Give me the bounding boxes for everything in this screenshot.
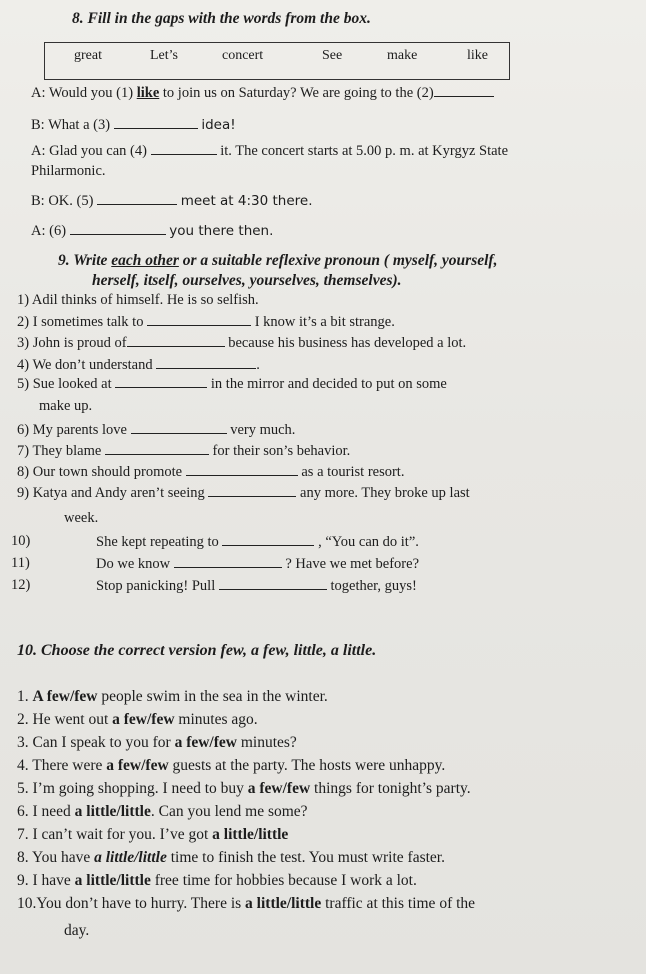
dialog-line-a1 <box>31 84 494 102</box>
e10-i4-post: guests at the party. The hosts were unhappy. <box>172 757 446 774</box>
i10-post: , “You can do it”. <box>318 534 419 550</box>
a2-post: it. The concert starts at 5.00 p. m. at Kyrgyz State <box>220 143 509 159</box>
i2-post: I know it’s a bit strange. <box>254 314 395 330</box>
e10-i5-post: things for tonight’s party. <box>314 780 471 797</box>
ex9-item-11 <box>11 555 30 572</box>
i8-post: as a tourist resort. <box>301 464 405 480</box>
e10-i2-choice[interactable]: a few/few <box>112 711 175 728</box>
e10-i10-post: traffic at this time of the <box>325 895 476 912</box>
e10-i10-choice[interactable]: a little/little <box>245 895 322 912</box>
e10-i4-choice[interactable]: a few/few <box>106 757 169 774</box>
e10-i3-choice[interactable]: a few/few <box>174 734 237 751</box>
e10-i5-choice[interactable]: a few/few <box>247 780 311 797</box>
gap-2[interactable] <box>434 84 494 97</box>
i9-post: any more. They broke up last <box>300 485 470 501</box>
i5-post: in the mirror and decided to put on some <box>210 376 447 392</box>
gap-9-3[interactable] <box>127 334 225 347</box>
e10-i4-num: 4. <box>17 757 29 774</box>
box-word-concert: concert <box>222 48 264 63</box>
ex10-title: 10. Choose the correct version few, a few, little, a little. <box>17 642 377 659</box>
gap-9-11[interactable] <box>174 555 282 568</box>
i11-post: ? Have we met before? <box>285 556 420 572</box>
ex9-item-5 <box>17 375 447 393</box>
a1-pre: A: Would you (1) <box>31 85 134 101</box>
e10-i7-choice[interactable]: a little/little <box>212 826 289 843</box>
box-word-great: great <box>74 48 102 63</box>
gap-9-9[interactable] <box>208 484 296 497</box>
ex10-item-7 <box>17 826 288 844</box>
i6-pre: 6) My parents love <box>17 422 127 438</box>
ex10-item-1 <box>17 688 328 706</box>
e10-i1-choice[interactable]: A few/few <box>32 688 98 705</box>
i3-post: because his business has developed a lot. <box>228 335 467 351</box>
e10-i6-pre: I need <box>32 803 71 820</box>
i12-post: together, guys! <box>330 578 417 594</box>
e10-i3-pre: Can I speak to you for <box>32 734 171 751</box>
ex9-item-1: 1) Adil thinks of himself. He is so selfish. <box>17 292 259 308</box>
i10-num: 10) <box>11 533 31 549</box>
e10-i3-num: 3. <box>17 734 29 751</box>
ex9-title <box>58 252 497 270</box>
e10-i7-pre: I can’t wait for you. I’ve got <box>32 826 209 843</box>
box-word-lets: Let’s <box>150 48 178 63</box>
word-box <box>44 42 510 80</box>
i10-pre: She kept repeating to <box>96 534 219 550</box>
ex9-item-8 <box>17 463 404 481</box>
gap-4[interactable] <box>151 142 217 155</box>
ex8-title: 8. Fill in the gaps with the words from the box. <box>72 10 371 27</box>
ex10-item-8 <box>17 849 445 867</box>
e10-i1-post: people swim in the sea in the winter. <box>101 688 328 705</box>
i3-pre: 3) John is proud of <box>17 335 127 351</box>
e10-i6-choice[interactable]: a little/little <box>74 803 151 820</box>
gap-6[interactable] <box>70 222 166 235</box>
box-word-like: like <box>467 48 488 63</box>
ex9-item-7 <box>17 442 350 460</box>
a1-answer: like <box>136 85 160 101</box>
i7-pre: 7) They blame <box>17 443 102 459</box>
b2-pre: B: OK. (5) <box>31 193 94 209</box>
gap-5[interactable] <box>97 192 177 205</box>
e10-i10-pre: You don’t have to hurry. There is <box>36 895 242 912</box>
e10-i8-choice[interactable]: a little/little <box>94 849 167 866</box>
i2-pre: 2) I sometimes talk to <box>17 314 144 330</box>
b1-pre: B: What a (3) <box>31 117 111 133</box>
ex9-title-pre: 9. Write <box>58 252 108 269</box>
e10-i2-pre: He went out <box>32 711 109 728</box>
e10-i2-num: 2. <box>17 711 29 728</box>
dialog-line-b2 <box>31 192 313 210</box>
ex10-item-6 <box>17 803 308 821</box>
e10-i2-post: minutes ago. <box>178 711 258 728</box>
ex9-item-6 <box>17 421 295 439</box>
e10-i8-num: 8. <box>17 849 29 866</box>
gap-9-7[interactable] <box>105 442 209 455</box>
e10-i5-num: 5. <box>17 780 29 797</box>
i8-pre: 8) Our town should promote <box>17 464 183 480</box>
i9-pre: 9) Katya and Andy aren’t seeing <box>17 485 205 501</box>
gap-9-10[interactable] <box>222 533 314 546</box>
e10-i5-pre: I’m going shopping. I need to buy <box>32 780 244 797</box>
ex10-item-4 <box>17 757 445 775</box>
e10-i6-num: 6. <box>17 803 29 820</box>
ex9-item-12-text <box>96 577 417 595</box>
gap-3[interactable] <box>114 116 198 129</box>
i11-pre: Do we know <box>96 556 171 572</box>
e10-i10-num: 10. <box>17 895 37 912</box>
gap-9-12[interactable] <box>219 577 327 590</box>
b2-post: meet at 4:30 there. <box>180 193 313 209</box>
ex9-item-12 <box>11 577 30 594</box>
ex10-item-5 <box>17 780 471 798</box>
i12-pre: Stop panicking! Pull <box>96 578 216 594</box>
gap-9-5[interactable] <box>115 375 207 388</box>
e10-i8-post: time to finish the test. You must write faster. <box>170 849 445 866</box>
ex9-title-line2: herself, itself, ourselves, yourselves, themselves). <box>92 272 402 289</box>
a1-post: to join us on Saturday? We are going to the (2) <box>162 85 434 101</box>
ex9-title-post: or a suitable reflexive pronoun ( myself, yourself, <box>182 252 498 269</box>
ex10-item-2 <box>17 711 258 729</box>
gap-9-6[interactable] <box>131 421 227 434</box>
ex9-item-10-text <box>96 533 419 551</box>
i7-post: for their son’s behavior. <box>212 443 351 459</box>
e10-i6-post: . Can you lend me some? <box>150 803 308 820</box>
b1-post: idea! <box>201 117 236 133</box>
e10-i10-cont: day. <box>64 922 90 939</box>
dialog-line-a2 <box>31 142 508 160</box>
ex9-item-3 <box>17 334 466 352</box>
e10-i9-post: free time for hobbies because I work a lot. <box>154 872 417 889</box>
e10-i4-pre: There were <box>32 757 103 774</box>
ex10-item-9 <box>17 872 417 890</box>
i4-pre: 4) We don’t understand <box>17 357 153 373</box>
ex10-item-10 <box>17 895 475 913</box>
a2-pre: A: Glad you can (4) <box>31 143 147 159</box>
i12-num: 12) <box>11 577 31 593</box>
ex9-item-2 <box>17 313 395 331</box>
gap-9-4[interactable] <box>156 356 256 369</box>
e10-i3-post: minutes? <box>240 734 297 751</box>
ex9-item-11-text <box>96 555 419 573</box>
ex10-item-3 <box>17 734 297 752</box>
e10-i7-num: 7. <box>17 826 29 843</box>
i4-post: . <box>256 357 260 373</box>
gap-9-8[interactable] <box>186 463 298 476</box>
ex9-title-ul: each other <box>111 252 179 269</box>
e10-i8-pre: You have <box>31 849 91 866</box>
ex9-item-10 <box>11 533 30 550</box>
i5-pre: 5) Sue looked at <box>17 376 112 392</box>
a3-pre: A: (6) <box>31 223 67 239</box>
e10-i9-num: 9. <box>17 872 29 889</box>
i11-num: 11) <box>11 555 30 571</box>
a2-cont: Philarmonic. <box>31 163 106 179</box>
i6-post: very much. <box>230 422 296 438</box>
dialog-line-a3 <box>31 222 273 240</box>
e10-i9-pre: I have <box>32 872 71 889</box>
e10-i9-choice[interactable]: a little/little <box>74 872 151 889</box>
a3-post: you there then. <box>169 223 274 239</box>
i5-cont: make up. <box>39 398 93 414</box>
e10-i1-num: 1. <box>17 688 29 705</box>
i9-cont: week. <box>64 510 99 526</box>
dialog-line-b1 <box>31 116 236 134</box>
box-word-see: See <box>322 48 343 63</box>
gap-9-2[interactable] <box>147 313 251 326</box>
box-word-make: make <box>387 48 418 63</box>
ex9-item-9 <box>17 484 470 502</box>
ex9-item-4 <box>17 356 260 374</box>
